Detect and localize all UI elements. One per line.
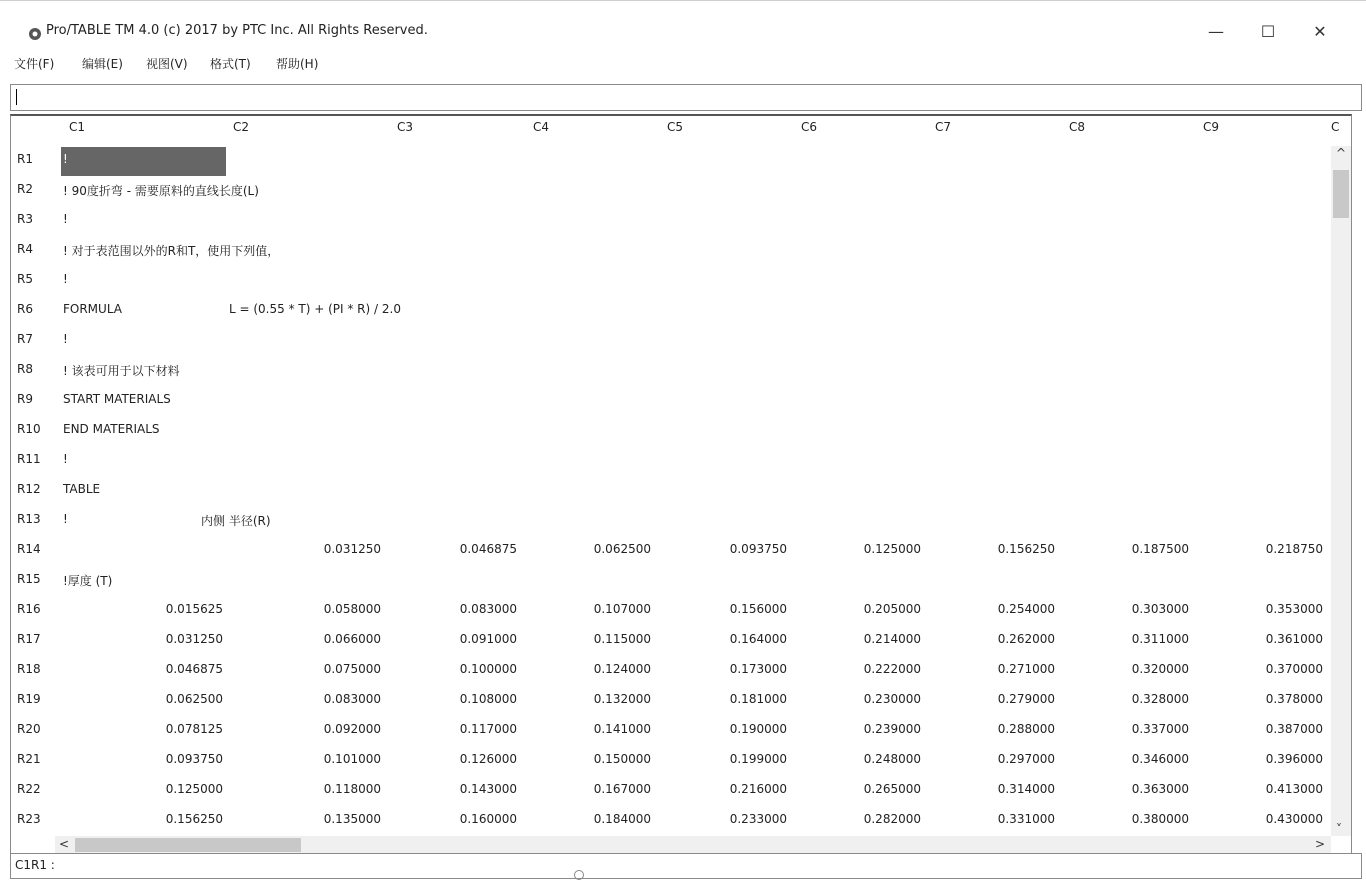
cell-length-value[interactable]: 0.083000 (459, 602, 517, 616)
cell-length-value[interactable]: 0.173000 (729, 662, 787, 676)
cell-length-value[interactable]: 0.108000 (459, 692, 517, 706)
row-header[interactable]: R8 (17, 362, 33, 376)
cell-length-value[interactable]: 0.083000 (323, 692, 381, 706)
cell-c1r7[interactable]: ! (63, 332, 68, 346)
cell-length-value[interactable]: 0.156000 (729, 602, 787, 616)
row-header[interactable]: R4 (17, 242, 33, 256)
row-header[interactable]: R11 (17, 452, 41, 466)
cell-length-value[interactable]: 0.279000 (997, 692, 1055, 706)
row-header[interactable]: R6 (17, 302, 33, 316)
menu-file[interactable]: 文件(F) (14, 57, 55, 71)
cell-length-value[interactable]: 0.346000 (1131, 752, 1189, 766)
cell-radius-value[interactable]: 0.093750 (729, 542, 787, 556)
cell-radius-value[interactable]: 0.062500 (593, 542, 651, 556)
cell-c1r12[interactable]: TABLE (63, 482, 101, 496)
cell-radius-value[interactable]: 0.156250 (997, 542, 1055, 556)
cell-length-value[interactable]: 0.303000 (1131, 602, 1189, 616)
row-header[interactable]: R23 (17, 812, 41, 826)
cell-length-value[interactable]: 0.141000 (593, 722, 651, 736)
cell-length-value[interactable]: 0.100000 (459, 662, 517, 676)
app-icon (28, 27, 42, 41)
cell-length-value[interactable]: 0.380000 (1131, 812, 1189, 826)
cell-length-value[interactable]: 0.297000 (997, 752, 1055, 766)
cell-c1r4[interactable]: ! 对于表范围以外的R和T，使用下列值， (63, 244, 280, 258)
row-header[interactable]: R12 (17, 482, 41, 496)
cell-length-value[interactable]: 0.135000 (323, 812, 381, 826)
cell-length-value[interactable]: 0.190000 (729, 722, 787, 736)
scroll-left-icon[interactable]: < (59, 837, 70, 851)
scroll-up-icon[interactable]: ^ (1336, 146, 1347, 160)
cell-c1r8[interactable]: ! 该表可用于以下材料 (63, 364, 180, 378)
cell-length-value[interactable]: 0.058000 (323, 602, 381, 616)
col-header-c2[interactable]: C2 (233, 120, 250, 134)
row-header[interactable]: R10 (17, 422, 41, 436)
col-header-c3[interactable]: C3 (397, 120, 414, 134)
spreadsheet-grid[interactable] (10, 114, 1352, 855)
menu-help[interactable]: 帮助(H) (276, 57, 319, 71)
cell-radius-value[interactable]: 0.046875 (459, 542, 517, 556)
cell-thickness-value[interactable]: 0.078125 (165, 722, 223, 736)
col-header-c4[interactable]: C4 (533, 120, 550, 134)
row-header[interactable]: R16 (17, 602, 41, 616)
cell-length-value[interactable]: 0.353000 (1265, 602, 1323, 616)
window-title: Pro/TABLE TM 4.0 (c) 2017 by PTC Inc. All Rights Reserved. (46, 23, 428, 38)
cell-length-value[interactable]: 0.132000 (593, 692, 651, 706)
cell-thickness-value[interactable]: 0.125000 (165, 782, 223, 796)
cell-c1r6[interactable]: FORMULA (63, 302, 122, 316)
row-header[interactable]: R18 (17, 662, 41, 676)
cell-length-value[interactable]: 0.320000 (1131, 662, 1189, 676)
cell-length-value[interactable]: 0.205000 (863, 602, 921, 616)
cell-length-value[interactable]: 0.363000 (1131, 782, 1189, 796)
cell-length-value[interactable]: 0.430000 (1265, 812, 1323, 826)
cell-length-value[interactable]: 0.160000 (459, 812, 517, 826)
cell-length-value[interactable]: 0.230000 (863, 692, 921, 706)
row-header[interactable]: R14 (17, 542, 41, 556)
cell-c1r11[interactable]: ! (63, 452, 68, 466)
cell-thickness-value[interactable]: 0.015625 (165, 602, 223, 616)
command-input[interactable] (10, 84, 1362, 111)
cell-length-value[interactable]: 0.248000 (863, 752, 921, 766)
row-header[interactable]: R13 (17, 512, 41, 526)
cell-c1r15[interactable]: !厚度 (T) (63, 574, 113, 588)
col-header-c8[interactable]: C8 (1069, 120, 1086, 134)
minimize-button[interactable]: — (1208, 22, 1224, 41)
maximize-button[interactable]: ☐ (1260, 22, 1276, 41)
cell-length-value[interactable]: 0.150000 (593, 752, 651, 766)
menu-view[interactable]: 视图(V) (146, 57, 188, 71)
cell-length-value[interactable]: 0.126000 (459, 752, 517, 766)
row-header[interactable]: R3 (17, 212, 33, 226)
cell-length-value[interactable]: 0.216000 (729, 782, 787, 796)
cell-length-value[interactable]: 0.311000 (1131, 632, 1189, 646)
horizontal-scroll-thumb[interactable] (75, 838, 301, 852)
cell-c1r1[interactable]: ! (63, 152, 68, 166)
selected-cell-c1r1[interactable] (61, 147, 226, 176)
row-header[interactable]: R17 (17, 632, 41, 646)
cell-length-value[interactable]: 0.117000 (459, 722, 517, 736)
cell-length-value[interactable]: 0.328000 (1131, 692, 1189, 706)
scroll-right-icon[interactable]: > (1314, 837, 1325, 851)
menu-format[interactable]: 格式(T) (210, 57, 251, 71)
cell-length-value[interactable]: 0.378000 (1265, 692, 1323, 706)
close-button[interactable]: ✕ (1313, 22, 1327, 41)
cell-length-value[interactable]: 0.361000 (1265, 632, 1323, 646)
cell-c2r6[interactable]: L = (0.55 * T) + (PI * R) / 2.0 (229, 302, 401, 316)
cell-length-value[interactable]: 0.387000 (1265, 722, 1323, 736)
cell-c1r10[interactable]: END MATERIALS (63, 422, 160, 436)
cell-length-value[interactable]: 0.101000 (323, 752, 381, 766)
cell-length-value[interactable]: 0.214000 (863, 632, 921, 646)
scroll-down-icon[interactable]: ˅ (1336, 822, 1342, 836)
cell-radius-value[interactable]: 0.031250 (323, 542, 381, 556)
cell-length-value[interactable]: 0.167000 (593, 782, 651, 796)
status-bar (10, 853, 1362, 879)
cell-length-value[interactable]: 0.239000 (863, 722, 921, 736)
row-header[interactable]: R15 (17, 572, 41, 586)
cell-c1r3[interactable]: ! (63, 212, 68, 226)
cell-length-value[interactable]: 0.075000 (323, 662, 381, 676)
col-header-c7[interactable]: C7 (935, 120, 952, 134)
col-header-c9[interactable]: C9 (1203, 120, 1220, 134)
col-header-c5[interactable]: C5 (667, 120, 684, 134)
status-text: C1R1 : (15, 858, 55, 872)
col-header-c1[interactable]: C1 (69, 120, 86, 134)
cell-length-value[interactable]: 0.124000 (593, 662, 651, 676)
text-caret (16, 89, 17, 105)
cell-radius-value[interactable]: 0.218750 (1265, 542, 1323, 556)
row-header[interactable]: R19 (17, 692, 41, 706)
cell-length-value[interactable]: 0.164000 (729, 632, 787, 646)
cell-radius-value[interactable]: 0.187500 (1131, 542, 1189, 556)
vertical-scrollbar[interactable] (1331, 146, 1351, 836)
row-header[interactable]: R1 (17, 152, 33, 166)
cell-c1r9[interactable]: START MATERIALS (63, 392, 171, 406)
cell-length-value[interactable]: 0.184000 (593, 812, 651, 826)
cell-length-value[interactable]: 0.282000 (863, 812, 921, 826)
col-header-c6[interactable]: C6 (801, 120, 818, 134)
cell-length-value[interactable]: 0.092000 (323, 722, 381, 736)
col-header-c10[interactable]: C (1331, 120, 1340, 134)
horizontal-scrollbar[interactable] (55, 836, 1331, 854)
cell-length-value[interactable]: 0.370000 (1265, 662, 1323, 676)
cell-c1r2[interactable]: ! 90度折弯 - 需要原料的直线长度(L) (63, 184, 259, 198)
cell-c1r13[interactable]: ! (63, 512, 68, 526)
cell-length-value[interactable]: 0.288000 (997, 722, 1055, 736)
cell-thickness-value[interactable]: 0.156250 (165, 812, 223, 826)
cell-length-value[interactable]: 0.199000 (729, 752, 787, 766)
title-bar (0, 0, 1366, 47)
cell-length-value[interactable]: 0.066000 (323, 632, 381, 646)
cell-length-value[interactable]: 0.254000 (997, 602, 1055, 616)
row-header[interactable]: R20 (17, 722, 41, 736)
menu-bar (0, 52, 1366, 76)
cell-length-value[interactable]: 0.271000 (997, 662, 1055, 676)
row-header[interactable]: R9 (17, 392, 33, 406)
cell-length-value[interactable]: 0.337000 (1131, 722, 1189, 736)
cell-length-value[interactable]: 0.262000 (997, 632, 1055, 646)
cell-thickness-value[interactable]: 0.046875 (165, 662, 223, 676)
cell-radius-value[interactable]: 0.125000 (863, 542, 921, 556)
row-header[interactable]: R5 (17, 272, 33, 286)
cell-thickness-value[interactable]: 0.031250 (165, 632, 223, 646)
cell-c2r13[interactable]: 内侧 半径(R) (201, 514, 271, 528)
cell-thickness-value[interactable]: 0.062500 (165, 692, 223, 706)
cell-length-value[interactable]: 0.107000 (593, 602, 651, 616)
row-header[interactable]: R21 (17, 752, 41, 766)
cell-length-value[interactable]: 0.413000 (1265, 782, 1323, 796)
cell-length-value[interactable]: 0.331000 (997, 812, 1055, 826)
cell-length-value[interactable]: 0.091000 (459, 632, 517, 646)
row-header[interactable]: R2 (17, 182, 33, 196)
cell-length-value[interactable]: 0.396000 (1265, 752, 1323, 766)
vertical-scroll-thumb[interactable] (1333, 170, 1349, 218)
resize-grip-icon[interactable] (574, 870, 584, 880)
cell-length-value[interactable]: 0.233000 (729, 812, 787, 826)
menu-edit[interactable]: 编辑(E) (82, 57, 123, 71)
cell-length-value[interactable]: 0.314000 (997, 782, 1055, 796)
cell-length-value[interactable]: 0.265000 (863, 782, 921, 796)
cell-thickness-value[interactable]: 0.093750 (165, 752, 223, 766)
cell-length-value[interactable]: 0.118000 (323, 782, 381, 796)
row-header[interactable]: R22 (17, 782, 41, 796)
row-header[interactable]: R7 (17, 332, 33, 346)
cell-length-value[interactable]: 0.181000 (729, 692, 787, 706)
cell-length-value[interactable]: 0.222000 (863, 662, 921, 676)
cell-c1r5[interactable]: ! (63, 272, 68, 286)
cell-length-value[interactable]: 0.115000 (593, 632, 651, 646)
cell-length-value[interactable]: 0.143000 (459, 782, 517, 796)
